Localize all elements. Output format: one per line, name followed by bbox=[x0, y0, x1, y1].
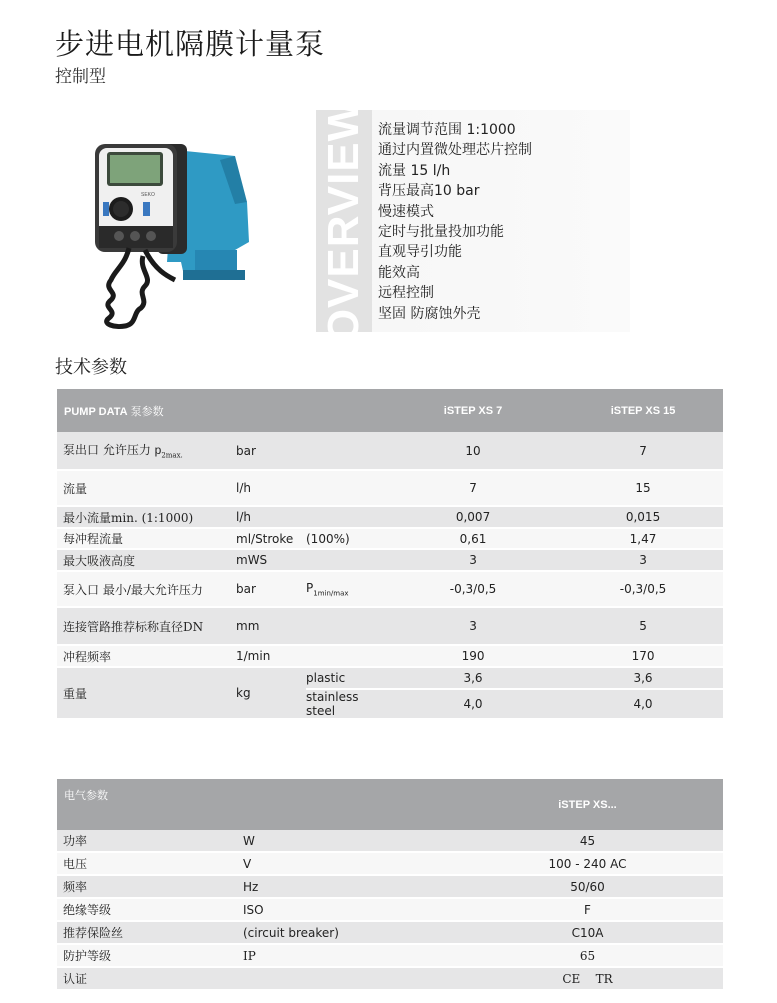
feature-item: 直观导引功能 bbox=[378, 244, 462, 261]
overview-word: OVERVIEW bbox=[319, 98, 369, 344]
feature-item: 定时与批量投加功能 bbox=[378, 224, 504, 241]
row-unit: bar bbox=[235, 432, 306, 470]
row-name: 每冲程流量 bbox=[57, 528, 235, 549]
row-unit: kg bbox=[235, 667, 306, 719]
overview-label bbox=[316, 98, 372, 344]
row-unit: 1/min bbox=[235, 645, 306, 667]
row-unit: (circuit breaker) bbox=[242, 921, 452, 944]
header-rest: 泵参数 bbox=[130, 405, 164, 418]
row-name: 频率 bbox=[57, 875, 242, 898]
row-note: $P_{1min/max}$ bbox=[306, 571, 383, 607]
row-value: 3 bbox=[383, 607, 563, 645]
table-row bbox=[57, 967, 723, 990]
row-name: 认证 bbox=[57, 967, 242, 990]
table-row bbox=[57, 898, 723, 921]
row-note bbox=[306, 549, 383, 571]
row-note: (100%) bbox=[306, 528, 383, 549]
table-row bbox=[57, 667, 723, 689]
row-unit: ml/Stroke bbox=[235, 528, 306, 549]
table-header-row bbox=[57, 389, 723, 432]
row-value: 15 bbox=[563, 470, 723, 506]
row-name: 流量 bbox=[57, 470, 235, 506]
row-name: 绝缘等级 bbox=[57, 898, 242, 921]
row-unit: l/h bbox=[235, 506, 306, 528]
row-name: 最大吸液高度 bbox=[57, 549, 235, 571]
row-unit: l/h bbox=[235, 470, 306, 506]
feature-item: 坚固 防腐蚀外壳 bbox=[378, 305, 481, 322]
table-row bbox=[57, 944, 723, 967]
table-row bbox=[57, 921, 723, 944]
brand-logo-text: SEKO bbox=[141, 192, 155, 198]
column-header: iSTEP XS... bbox=[452, 779, 723, 830]
row-name: 电压 bbox=[57, 852, 242, 875]
row-value: 65 bbox=[452, 944, 723, 967]
section-heading: 技术参数 bbox=[55, 357, 127, 378]
table-header-label: 电气参数 bbox=[57, 779, 452, 830]
row-value: 5 bbox=[563, 607, 723, 645]
table-row bbox=[57, 830, 723, 852]
feature-item: 慢速模式 bbox=[378, 203, 434, 220]
row-value: 1,47 bbox=[563, 528, 723, 549]
header-bold: PUMP DATA bbox=[64, 405, 128, 418]
row-unit: IP bbox=[242, 944, 452, 967]
table-row bbox=[57, 470, 723, 506]
row-value: -0,3/0,5 bbox=[563, 571, 723, 607]
row-value: C10A bbox=[452, 921, 723, 944]
table-row bbox=[57, 645, 723, 667]
row-name: 泵入口 最小/最大允许压力 bbox=[57, 571, 235, 607]
row-note bbox=[306, 506, 383, 528]
row-value: 7 bbox=[383, 470, 563, 506]
table-row bbox=[57, 607, 723, 645]
row-note bbox=[306, 607, 383, 645]
electrical-data-table bbox=[57, 779, 723, 991]
feature-item: 流量调节范围 1:1000 bbox=[378, 122, 516, 138]
row-name: 泵出口 允许压力 $p_{2max.}$ bbox=[57, 432, 235, 470]
row-value: 4,0 bbox=[383, 689, 563, 719]
table-header-label bbox=[57, 389, 383, 432]
row-value: 50/60 bbox=[452, 875, 723, 898]
feature-list bbox=[378, 120, 532, 324]
feature-item: 远程控制 bbox=[378, 285, 434, 302]
row-name: 连接管路推荐标称直径DN bbox=[57, 607, 235, 645]
row-unit: Hz bbox=[242, 875, 452, 898]
row-note bbox=[306, 432, 383, 470]
row-name: 推荐保险丝 bbox=[57, 921, 242, 944]
table-row bbox=[57, 571, 723, 607]
table-row bbox=[57, 549, 723, 571]
column-header: iSTEP XS 7 bbox=[383, 389, 563, 432]
pump-data-table bbox=[57, 389, 723, 720]
row-unit: W bbox=[242, 830, 452, 852]
row-note: plastic bbox=[306, 667, 383, 689]
row-value: 100 - 240 AC bbox=[452, 852, 723, 875]
row-unit bbox=[242, 967, 452, 990]
page-subtitle: 控制型 bbox=[55, 67, 106, 87]
table-row bbox=[57, 852, 723, 875]
row-value: 3,6 bbox=[383, 667, 563, 689]
row-value: 7 bbox=[563, 432, 723, 470]
row-note bbox=[306, 645, 383, 667]
row-unit: V bbox=[242, 852, 452, 875]
row-name: 冲程频率 bbox=[57, 645, 235, 667]
table-row bbox=[57, 875, 723, 898]
pump-product-image bbox=[85, 130, 260, 330]
feature-item: 通过内置微处理芯片控制 bbox=[378, 142, 532, 159]
row-value: CE TR bbox=[452, 967, 723, 990]
feature-item: 能效高 bbox=[378, 264, 420, 281]
table-row bbox=[57, 528, 723, 549]
row-value: 3,6 bbox=[563, 667, 723, 689]
row-name: 功率 bbox=[57, 830, 242, 852]
row-unit: bar bbox=[235, 571, 306, 607]
row-name: 最小流量min. (1:1000) bbox=[57, 506, 235, 528]
row-unit: mm bbox=[235, 607, 306, 645]
row-value: F bbox=[452, 898, 723, 921]
page-title: 步进电机隔膜计量泵 bbox=[55, 27, 326, 61]
row-value: 0,61 bbox=[383, 528, 563, 549]
row-value: 3 bbox=[383, 549, 563, 571]
row-unit: ISO bbox=[242, 898, 452, 921]
row-value: 0,015 bbox=[563, 506, 723, 528]
row-value: 170 bbox=[563, 645, 723, 667]
row-unit: mWS bbox=[235, 549, 306, 571]
row-name: 重量 bbox=[57, 667, 235, 719]
row-value: 4,0 bbox=[563, 689, 723, 719]
feature-item: 背压最高10 bar bbox=[378, 183, 480, 200]
row-value: 3 bbox=[563, 549, 723, 571]
row-value: 190 bbox=[383, 645, 563, 667]
row-note: stainless steel bbox=[306, 689, 383, 719]
row-name: 防护等级 bbox=[57, 944, 242, 967]
row-value: 10 bbox=[383, 432, 563, 470]
row-value: -0,3/0,5 bbox=[383, 571, 563, 607]
column-header: iSTEP XS 15 bbox=[563, 389, 723, 432]
row-value: 0,007 bbox=[383, 506, 563, 528]
row-note bbox=[306, 470, 383, 506]
table-row bbox=[57, 506, 723, 528]
table-header-row bbox=[57, 779, 723, 830]
table-row bbox=[57, 432, 723, 470]
feature-item: 流量 15 l/h bbox=[378, 162, 451, 179]
row-value: 45 bbox=[452, 830, 723, 852]
